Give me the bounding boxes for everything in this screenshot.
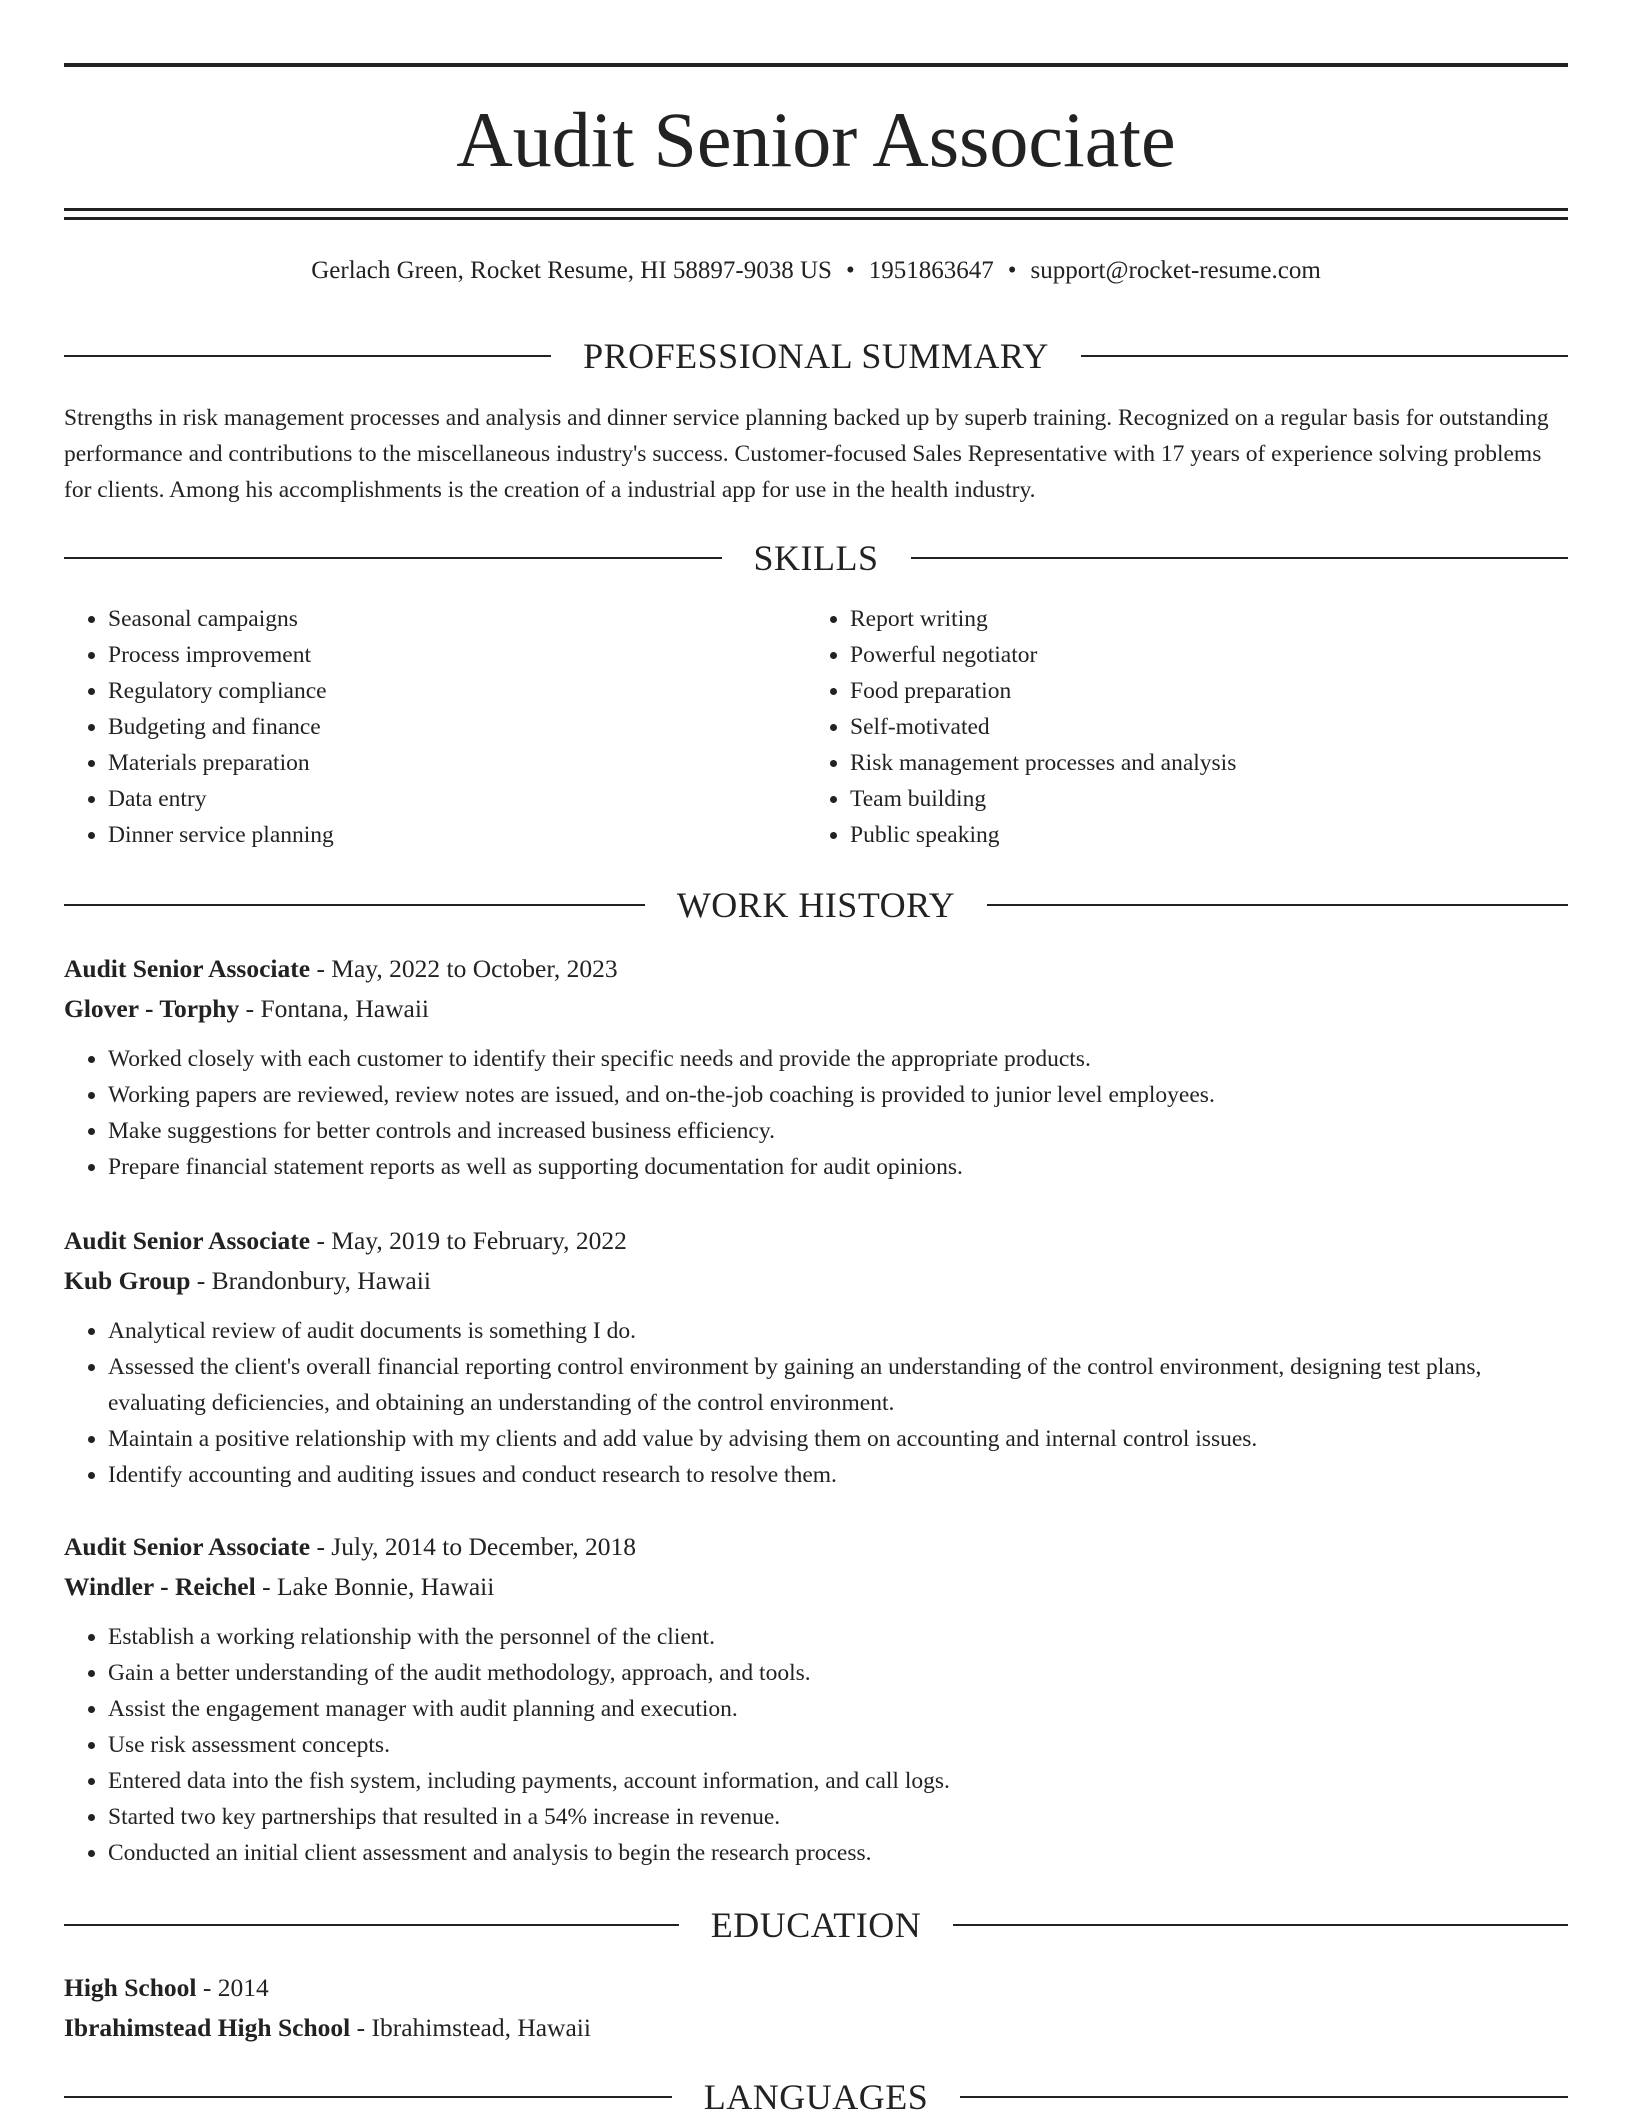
skill-item: • Public speaking xyxy=(850,817,1506,853)
heading-label: PROFESSIONAL SUMMARY xyxy=(583,336,1049,376)
job-bullet: • Make suggestions for better controls and increased business efficiency. xyxy=(108,1113,1568,1149)
job-bullet: • Assessed the client's overall financial reporting control environment by gaining an understanding of the control environment, designing test plans, evaluating deficiencies, and obtaining an understanding of the control environment. xyxy=(108,1349,1568,1421)
job-title-line xyxy=(64,949,1568,989)
heading-rule xyxy=(960,2096,1568,2098)
contact-line xyxy=(64,254,1568,288)
heading-rule xyxy=(64,2096,672,2098)
job-bullet: • Conducted an initial client assessment and analysis to begin the research process. xyxy=(108,1835,1568,1871)
skill-item: • Data entry xyxy=(108,781,764,817)
job-bullets xyxy=(64,1313,1568,1493)
job-location: - Fontana, Hawaii xyxy=(239,994,430,1023)
job-location: - Lake Bonnie, Hawaii xyxy=(255,1572,495,1601)
skill-item: • Process improvement xyxy=(108,637,764,673)
job-location: - Brandonbury, Hawaii xyxy=(190,1266,431,1295)
contact-separator: • xyxy=(1007,257,1017,284)
job-company: Kub Group xyxy=(64,1266,191,1295)
heading-rule xyxy=(911,557,1569,559)
job-dates: - May, 2019 to February, 2022 xyxy=(310,1226,627,1255)
skill-item: • Regulatory compliance xyxy=(108,673,764,709)
job-title-line xyxy=(64,1221,1568,1261)
contact-email: support@rocket-resume.com xyxy=(1030,257,1321,284)
job-title: Audit Senior Associate xyxy=(64,1226,311,1255)
heading-rule xyxy=(64,557,722,559)
job-bullet: • Entered data into the fish system, including payments, account information, and call logs. xyxy=(108,1763,1568,1799)
job-dates: - May, 2022 to October, 2023 xyxy=(310,954,618,983)
heading-label: EDUCATION xyxy=(710,1905,922,1945)
education-school: Ibrahimstead High School xyxy=(64,2013,351,2042)
heading-rule xyxy=(987,904,1568,906)
skill-item: • Dinner service planning xyxy=(108,817,764,853)
skill-item: • Budgeting and finance xyxy=(108,709,764,745)
heading-rule xyxy=(1081,355,1568,357)
education-school-line xyxy=(64,2008,1568,2048)
skill-item: • Risk management processes and analysis xyxy=(850,745,1506,781)
education-degree-line xyxy=(64,1968,1568,2008)
contact-separator: • xyxy=(845,257,855,284)
job-company-line xyxy=(64,989,1568,1029)
skill-item: • Powerful negotiator xyxy=(850,637,1506,673)
skill-item: • Materials preparation xyxy=(108,745,764,781)
section-heading-summary xyxy=(64,331,1568,381)
contact-address: Gerlach Green, Rocket Resume, HI 58897-9038 US xyxy=(311,257,832,284)
job-company-line xyxy=(64,1261,1568,1301)
skill-item: • Self-motivated xyxy=(850,709,1506,745)
education-location: - Ibrahimstead, Hawaii xyxy=(350,2013,591,2042)
job-company: Glover - Torphy xyxy=(64,994,240,1023)
skill-item: • Food preparation xyxy=(850,673,1506,709)
job-bullet: • Prepare financial statement reports as well as supporting documentation for audit opinions. xyxy=(108,1149,1568,1185)
job-bullet: • Gain a better understanding of the audit methodology, approach, and tools. xyxy=(108,1655,1568,1691)
education-entry xyxy=(64,1968,1568,2048)
heading-label: LANGUAGES xyxy=(703,2077,929,2117)
job-bullet: • Started two key partnerships that resulted in a 54% increase in revenue. xyxy=(108,1799,1568,1835)
section-heading-languages xyxy=(64,2072,1568,2122)
heading-label: SKILLS xyxy=(753,538,879,578)
job-title: Audit Senior Associate xyxy=(64,1532,311,1561)
section-heading-work xyxy=(64,880,1568,930)
job-bullets xyxy=(64,1619,1568,1871)
job-bullet: • Worked closely with each customer to identify their specific needs and provide the appropriate products. xyxy=(108,1041,1568,1077)
heading-rule xyxy=(953,1924,1568,1926)
title-double-rule xyxy=(64,208,1568,220)
job-entry xyxy=(64,1527,1568,1871)
skills-column-left xyxy=(64,601,764,853)
job-bullet: • Analytical review of audit documents is something I do. xyxy=(108,1313,1568,1349)
job-entry xyxy=(64,949,1568,1185)
skills-list-left xyxy=(64,601,764,853)
skills-column-right xyxy=(806,601,1506,853)
heading-label: WORK HISTORY xyxy=(676,885,956,925)
skills-list-right xyxy=(806,601,1506,853)
job-bullet: • Establish a working relationship with the personnel of the client. xyxy=(108,1619,1568,1655)
page-title: Audit Senior Associate xyxy=(456,96,1176,183)
skill-item: • Team building xyxy=(850,781,1506,817)
job-dates: - July, 2014 to December, 2018 xyxy=(310,1532,636,1561)
heading-rule xyxy=(64,1924,679,1926)
job-bullet: • Use risk assessment concepts. xyxy=(108,1727,1568,1763)
job-bullets xyxy=(64,1041,1568,1185)
education-year: - 2014 xyxy=(196,1973,269,2002)
section-heading-education xyxy=(64,1900,1568,1950)
education-degree: High School xyxy=(64,1973,197,2002)
job-company-line xyxy=(64,1567,1568,1607)
job-title-line xyxy=(64,1527,1568,1567)
job-entry xyxy=(64,1221,1568,1493)
job-bullet: • Maintain a positive relationship with my clients and add value by advising them on accounting and internal control issues. xyxy=(108,1421,1568,1457)
job-bullet: • Identify accounting and auditing issues and conduct research to resolve them. xyxy=(108,1457,1568,1493)
section-heading-skills xyxy=(64,533,1568,583)
heading-rule xyxy=(64,904,645,906)
heading-rule xyxy=(64,355,551,357)
top-rule xyxy=(64,63,1568,67)
contact-phone: 1951863647 xyxy=(868,257,994,284)
job-bullet: • Working papers are reviewed, review notes are issued, and on-the-job coaching is provided to junior level employees. xyxy=(108,1077,1568,1113)
job-title: Audit Senior Associate xyxy=(64,954,311,983)
job-bullet: • Assist the engagement manager with audit planning and execution. xyxy=(108,1691,1568,1727)
job-company: Windler - Reichel xyxy=(64,1572,256,1601)
summary-text: Strengths in risk management processes and analysis and dinner service planning backed up by superb training. Recognized on a regular basis for outstanding performance and contributions to the miscellaneous industry's success. Customer-focused Sales Representative with 17 years of experience solving problems for clients. Among his accomplishments is the creation of a industrial app for use in the health industry. xyxy=(64,405,1549,503)
skill-item: • Seasonal campaigns xyxy=(108,601,764,637)
skill-item: • Report writing xyxy=(850,601,1506,637)
